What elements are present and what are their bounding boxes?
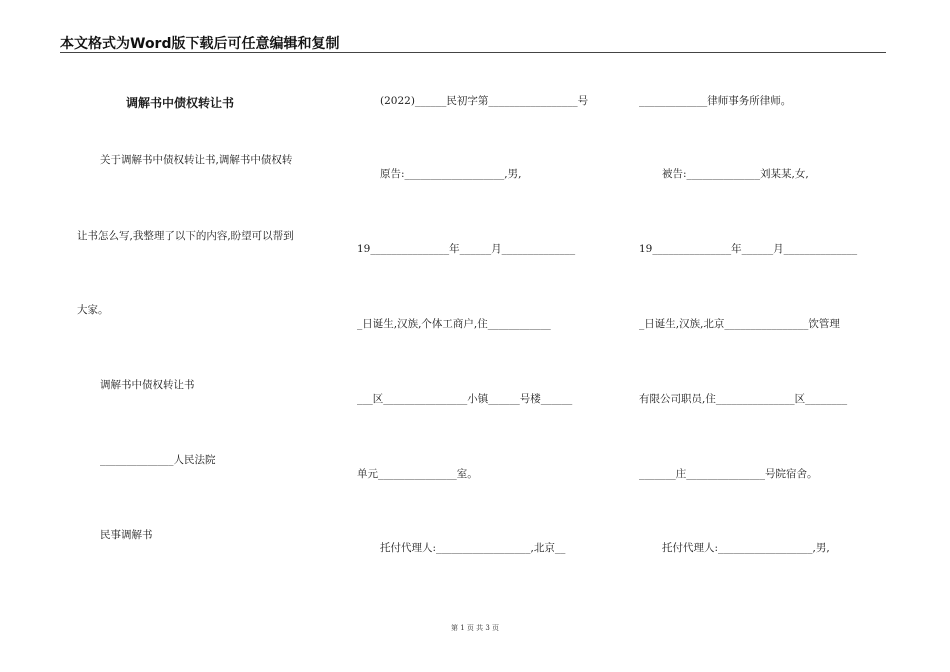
defendant-line: 被告:______________刘某某,女, (662, 168, 809, 180)
court-name-line: ______________人民法院 (100, 454, 216, 466)
agent-line: 托付代理人:__________________,男, (662, 542, 830, 554)
body-line: 大家。 (77, 304, 109, 316)
body-line: 有限公司职员,住_______________区________ (639, 393, 848, 405)
body-line: _日诞生,汉族,北京________________饮管理 (639, 318, 840, 330)
agent-line: 托付代理人:__________________,北京__ (380, 542, 566, 554)
header-title: 本文格式为Word版下载后可任意编辑和复制 (60, 36, 340, 52)
body-line: 关于调解书中债权转让书,调解书中债权转 (100, 154, 293, 166)
plaintiff-line: 原告:___________________,男, (380, 168, 522, 180)
section-heading: 民事调解书 (100, 529, 153, 541)
body-line: 让书怎么写,我整理了以下的内容,盼望可以帮到 (77, 230, 294, 242)
body-line: _日诞生,汉族,个体工商户,住____________ (357, 318, 551, 330)
case-number-line: (2022)______民初字第_________________号 (380, 95, 589, 107)
body-line: _______庄_______________号院宿舍。 (639, 468, 818, 480)
document-title: 调解书中债权转让书 (126, 96, 235, 110)
body-line: 19_______________年______月______________ (639, 243, 858, 255)
body-line: ___区________________小镇______号楼______ (357, 393, 573, 405)
body-line: 19_______________年______月______________ (357, 243, 576, 255)
body-line: _____________律师事务所律师。 (639, 95, 792, 107)
header-rule (60, 52, 886, 53)
body-line: 单元_______________室。 (357, 468, 478, 480)
section-heading: 调解书中债权转让书 (100, 379, 195, 391)
page-footer: 第 1 页 共 3 页 (450, 624, 500, 632)
